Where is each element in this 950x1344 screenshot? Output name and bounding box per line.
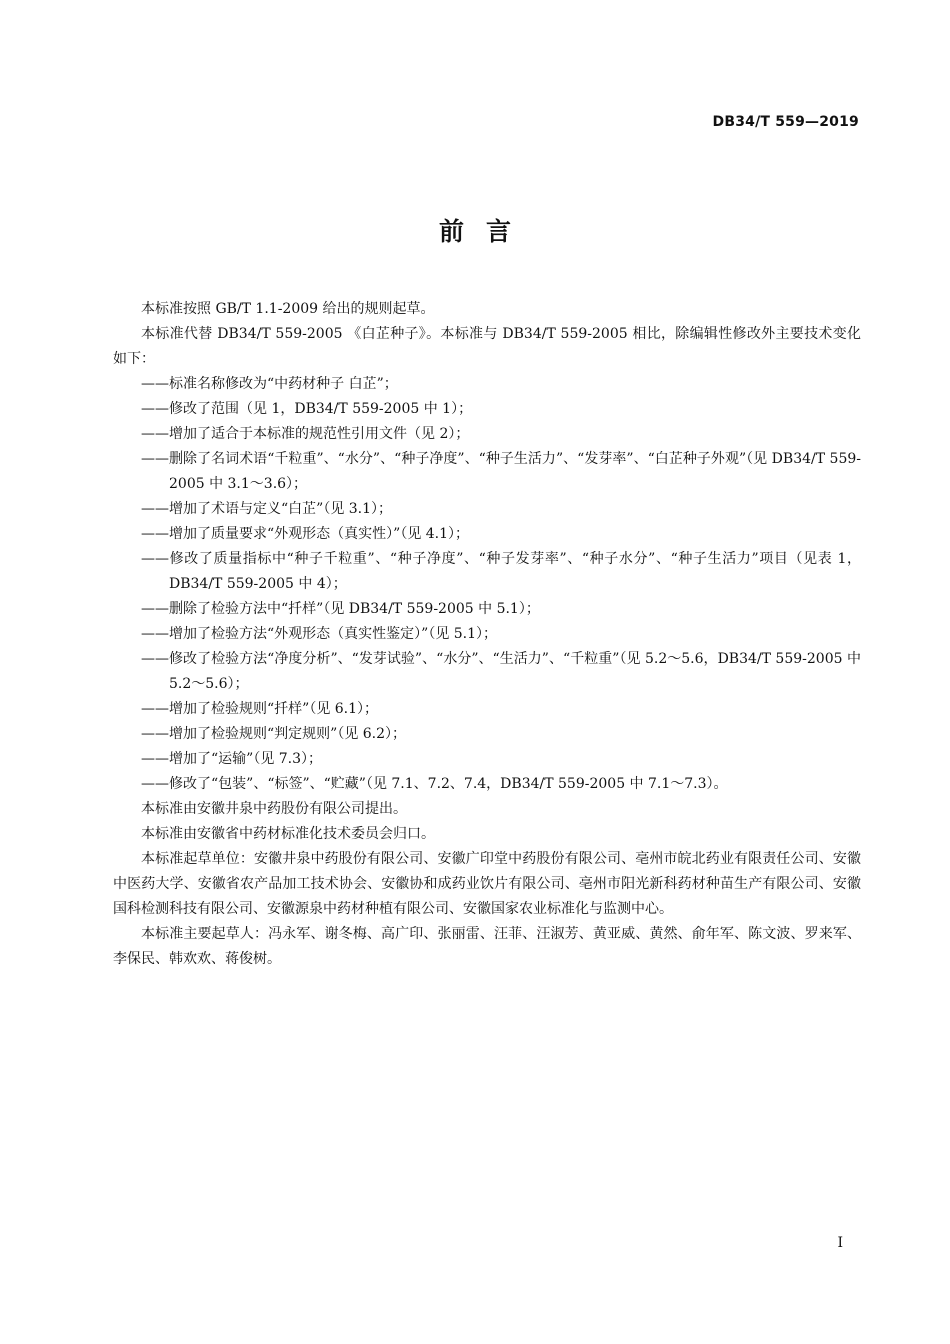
page-number: I	[837, 1235, 843, 1251]
drafting-rule-paragraph: 本标准按照 GB/T 1.1-2009 给出的规则起草。	[141, 301, 435, 317]
standard-code: DB34/T 559—2019	[712, 114, 859, 130]
change-item: ——修改了“包装”、“标签”、“贮藏”（见 7.1、7.2、7.4，DB34/T 559-2005 中 7.1～7.3）。	[141, 776, 728, 792]
document-body	[113, 297, 861, 972]
change-item: ——增加了检验规则“判定规则”（见 6.2）；	[141, 726, 407, 742]
change-item: ——增加了适合于本标准的规范性引用文件（见 2）；	[141, 426, 470, 442]
drafters-paragraph: 本标准主要起草人：冯永军、谢冬梅、高广印、张丽雷、汪菲、汪淑芳、黄亚威、黄然、俞年军、陈文波、罗来军、李保民、韩欢欢、蒋俊树。	[113, 926, 861, 967]
change-item: ——修改了质量指标中“种子千粒重”、“种子净度”、“种子发芽率”、“种子水分”、“种子生活力”项目（见表 1，DB34/T 559-2005 中 4）；	[141, 551, 861, 592]
administrator-paragraph: 本标准由安徽省中药材标准化技术委员会归口。	[141, 826, 435, 842]
change-item: ——删除了检验方法中“扦样”（见 DB34/T 559-2005 中 5.1）；	[141, 601, 540, 617]
change-item: ——删除了名词术语“千粒重”、“水分”、“种子净度”、“种子生活力”、“发芽率”、“白芷种子外观”（见 DB34/T 559-2005 中 3.1～3.6）；	[141, 451, 861, 492]
changes-list	[113, 372, 861, 797]
change-item: ——标准名称修改为“中药材种子 白芷”；	[141, 376, 398, 392]
page-title: 前言	[438, 217, 533, 246]
change-item: ——修改了检验方法“净度分析”、“发芽试验”、“水分”、“生活力”、“千粒重”（见 5.2～5.6，DB34/T 559-2005 中 5.2～5.6）；	[141, 651, 861, 692]
replaces-paragraph: 本标准代替 DB34/T 559-2005 《白芷种子》。本标准与 DB34/T 559-2005 相比，除编辑性修改外主要技术变化如下：	[113, 326, 861, 367]
proposer-paragraph: 本标准由安徽井泉中药股份有限公司提出。	[141, 801, 407, 817]
change-item: ——增加了“运输”（见 7.3）；	[141, 751, 323, 767]
change-item: ——增加了术语与定义“白芷”（见 3.1）；	[141, 501, 393, 517]
change-item: ——增加了质量要求“外观形态（真实性）”（见 4.1）；	[141, 526, 470, 542]
change-item: ——增加了检验规则“扦样”（见 6.1）；	[141, 701, 379, 717]
change-item: ——修改了范围（见 1，DB34/T 559-2005 中 1）；	[141, 401, 473, 417]
change-item: ——增加了检验方法“外观形态（真实性鉴定）”（见 5.1）；	[141, 626, 498, 642]
drafting-units-paragraph: 本标准起草单位：安徽井泉中药股份有限公司、安徽广印堂中药股份有限公司、亳州市皖北药业有限责任公司、安徽中医药大学、安徽省农产品加工技术协会、安徽协和成药业饮片有限公司、亳州市阳光新科药材种苗生产有限公司、安徽国科检测科技有限公司、安徽源泉中药材种植有限公司、安徽国家农业标准化与监测中心。	[113, 851, 861, 917]
